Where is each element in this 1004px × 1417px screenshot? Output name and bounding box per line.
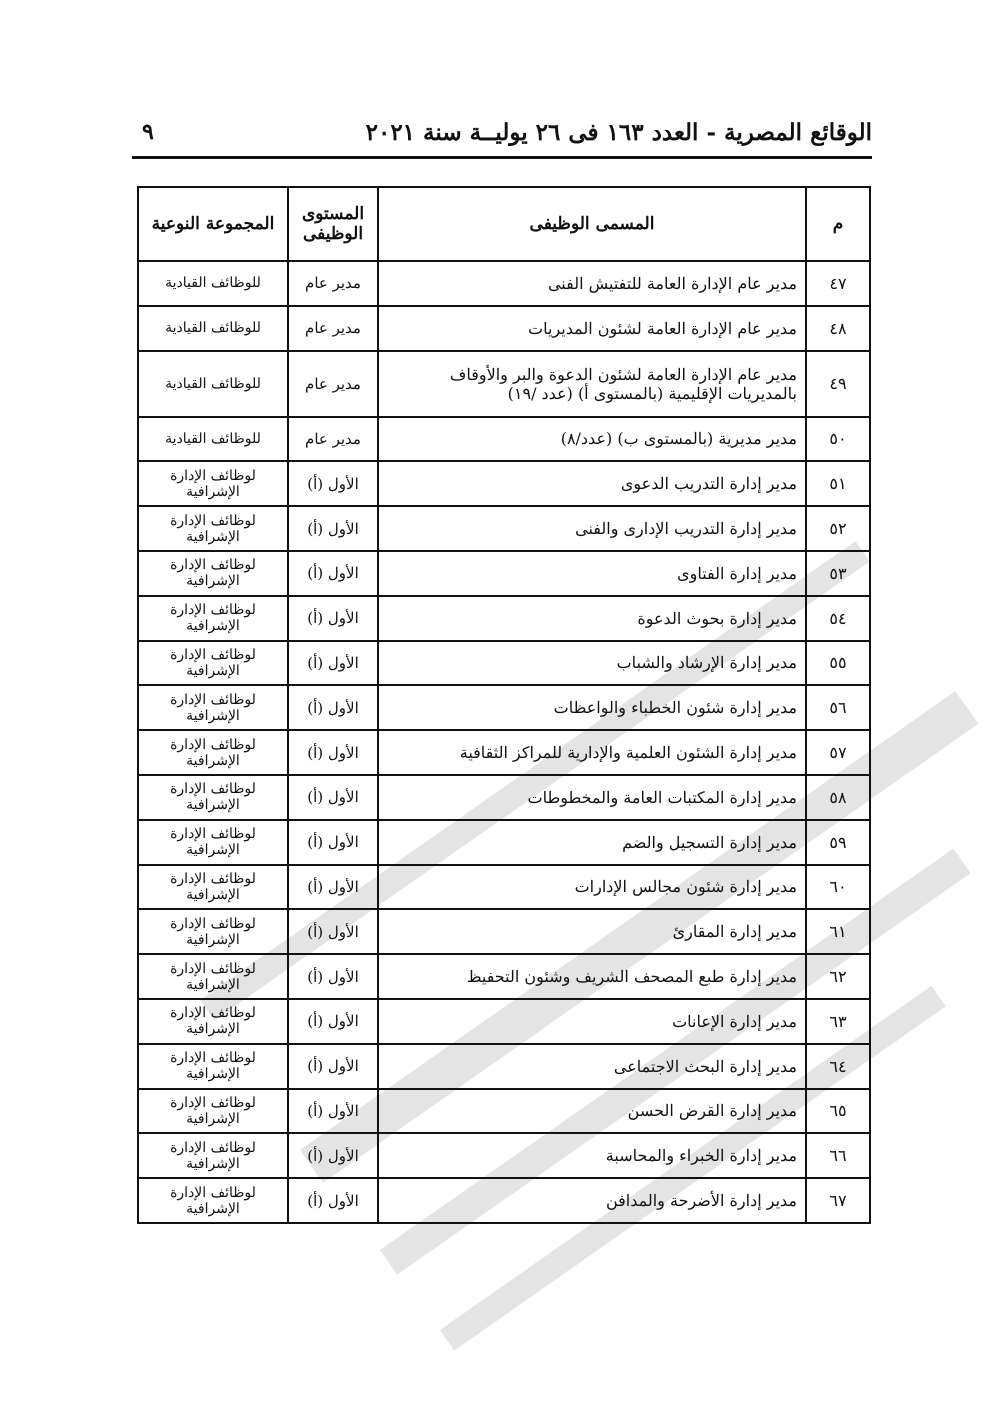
job-level: الأول (أ) — [288, 909, 378, 954]
job-level: الأول (أ) — [288, 641, 378, 686]
job-title: مدير إدارة التدريب الإدارى والفنى — [378, 506, 806, 551]
row-number: ٦٥ — [806, 1089, 870, 1134]
row-number: ٦٤ — [806, 1044, 870, 1089]
row-number: ٤٩ — [806, 351, 870, 417]
jobs-table — [137, 186, 871, 1224]
row-number: ٦٠ — [806, 865, 870, 910]
job-level: مدير عام — [288, 417, 378, 462]
job-title: مدير عام الإدارة العامة للتفتيش الفنى — [378, 261, 806, 306]
job-title: مدير إدارة طبع المصحف الشريف وشئون التحفيظ — [378, 954, 806, 999]
table-row — [138, 351, 870, 417]
job-level: الأول (أ) — [288, 865, 378, 910]
job-level: مدير عام — [288, 261, 378, 306]
row-number: ٥٣ — [806, 551, 870, 596]
job-group: لوظائف الإدارة الإشرافية — [138, 820, 288, 865]
row-number: ٤٧ — [806, 261, 870, 306]
table-header-row — [138, 187, 870, 261]
job-group: للوظائف القيادية — [138, 261, 288, 306]
row-number: ٥٢ — [806, 506, 870, 551]
job-title: مدير إدارة الأضرحة والمدافن — [378, 1178, 806, 1223]
job-title: مدير إدارة الإرشاد والشباب — [378, 641, 806, 686]
job-group: لوظائف الإدارة الإشرافية — [138, 506, 288, 551]
job-group: لوظائف الإدارة الإشرافية — [138, 865, 288, 910]
job-title: مدير إدارة التدريب الدعوى — [378, 461, 806, 506]
job-level: الأول (أ) — [288, 730, 378, 775]
job-title: مدير إدارة البحث الاجتماعى — [378, 1044, 806, 1089]
table-row — [138, 775, 870, 820]
row-number: ٦٧ — [806, 1178, 870, 1223]
job-group: للوظائف القيادية — [138, 351, 288, 417]
job-group: لوظائف الإدارة الإشرافية — [138, 1089, 288, 1134]
row-number: ٥٠ — [806, 417, 870, 462]
page-header — [132, 112, 872, 152]
table-row — [138, 261, 870, 306]
table-row — [138, 954, 870, 999]
row-number: ٥٨ — [806, 775, 870, 820]
row-number: ٥٦ — [806, 685, 870, 730]
table-row — [138, 306, 870, 351]
job-group: للوظائف القيادية — [138, 306, 288, 351]
row-number: ٥٥ — [806, 641, 870, 686]
job-level: مدير عام — [288, 306, 378, 351]
job-title: مدير إدارة شئون مجالس الإدارات — [378, 865, 806, 910]
job-group: لوظائف الإدارة الإشرافية — [138, 730, 288, 775]
job-title: مدير إدارة القرض الحسن — [378, 1089, 806, 1134]
job-level: الأول (أ) — [288, 1178, 378, 1223]
job-group: لوظائف الإدارة الإشرافية — [138, 685, 288, 730]
job-title: مدير إدارة الخبراء والمحاسبة — [378, 1133, 806, 1178]
job-level: الأول (أ) — [288, 1044, 378, 1089]
job-group: لوظائف الإدارة الإشرافية — [138, 641, 288, 686]
row-number: ٥٧ — [806, 730, 870, 775]
job-group: لوظائف الإدارة الإشرافية — [138, 909, 288, 954]
table-row — [138, 865, 870, 910]
job-title: مدير إدارة الشئون العلمية والإدارية للمراكز الثقافية — [378, 730, 806, 775]
job-title: مدير عام الإدارة العامة لشئون الدعوة والبر والأوقاف بالمديريات الإقليمية (بالمستوى أ) (عدد /١٩) — [378, 351, 806, 417]
column-header-group: المجموعة النوعية — [138, 187, 288, 261]
job-title: مدير إدارة التسجيل والضم — [378, 820, 806, 865]
job-group: للوظائف القيادية — [138, 417, 288, 462]
job-level: الأول (أ) — [288, 775, 378, 820]
job-group: لوظائف الإدارة الإشرافية — [138, 999, 288, 1044]
job-title: مدير إدارة شئون الخطباء والواعظات — [378, 685, 806, 730]
job-level: الأول (أ) — [288, 551, 378, 596]
table-row — [138, 820, 870, 865]
job-level: الأول (أ) — [288, 1089, 378, 1134]
table-row — [138, 1178, 870, 1223]
table-row — [138, 641, 870, 686]
row-number: ٤٨ — [806, 306, 870, 351]
table-row — [138, 1089, 870, 1134]
column-header-level: المستوى الوظيفى — [288, 187, 378, 261]
job-title: مدير إدارة بحوث الدعوة — [378, 596, 806, 641]
row-number: ٥٩ — [806, 820, 870, 865]
header-divider — [132, 156, 872, 159]
page-number: ٩ — [142, 119, 154, 145]
column-header-title: المسمى الوظيفى — [378, 187, 806, 261]
row-number: ٦٢ — [806, 954, 870, 999]
job-group: لوظائف الإدارة الإشرافية — [138, 1044, 288, 1089]
job-group: لوظائف الإدارة الإشرافية — [138, 461, 288, 506]
gazette-title: الوقائع المصرية - العدد ١٦٣ فى ٢٦ يوليــة سنة ٢٠٢١ — [365, 118, 872, 146]
job-level: الأول (أ) — [288, 506, 378, 551]
job-level: الأول (أ) — [288, 596, 378, 641]
row-number: ٦١ — [806, 909, 870, 954]
row-number: ٦٣ — [806, 999, 870, 1044]
job-level: الأول (أ) — [288, 954, 378, 999]
job-level: الأول (أ) — [288, 1133, 378, 1178]
job-group: لوظائف الإدارة الإشرافية — [138, 1178, 288, 1223]
job-level: الأول (أ) — [288, 820, 378, 865]
job-group: لوظائف الإدارة الإشرافية — [138, 1133, 288, 1178]
table-row — [138, 1044, 870, 1089]
job-title: مدير إدارة المكتبات العامة والمخطوطات — [378, 775, 806, 820]
job-level: الأول (أ) — [288, 461, 378, 506]
job-group: لوظائف الإدارة الإشرافية — [138, 596, 288, 641]
table-row — [138, 596, 870, 641]
job-group: لوظائف الإدارة الإشرافية — [138, 775, 288, 820]
table-row — [138, 730, 870, 775]
row-number: ٥٤ — [806, 596, 870, 641]
table-row — [138, 685, 870, 730]
table-row — [138, 1133, 870, 1178]
job-level: الأول (أ) — [288, 999, 378, 1044]
row-number: ٥١ — [806, 461, 870, 506]
table-row — [138, 909, 870, 954]
table-row — [138, 506, 870, 551]
job-title: مدير إدارة الفتاوى — [378, 551, 806, 596]
job-title: مدير إدارة المقارئ — [378, 909, 806, 954]
table-row — [138, 417, 870, 462]
job-level: مدير عام — [288, 351, 378, 417]
table-row — [138, 551, 870, 596]
job-title: مدير إدارة الإعانات — [378, 999, 806, 1044]
job-group: لوظائف الإدارة الإشرافية — [138, 551, 288, 596]
table-row — [138, 999, 870, 1044]
job-level: الأول (أ) — [288, 685, 378, 730]
table-row — [138, 461, 870, 506]
job-title: مدير مديرية (بالمستوى ب) (عدد/٨) — [378, 417, 806, 462]
row-number: ٦٦ — [806, 1133, 870, 1178]
column-header-number: م — [806, 187, 870, 261]
job-title: مدير عام الإدارة العامة لشئون المديريات — [378, 306, 806, 351]
job-group: لوظائف الإدارة الإشرافية — [138, 954, 288, 999]
